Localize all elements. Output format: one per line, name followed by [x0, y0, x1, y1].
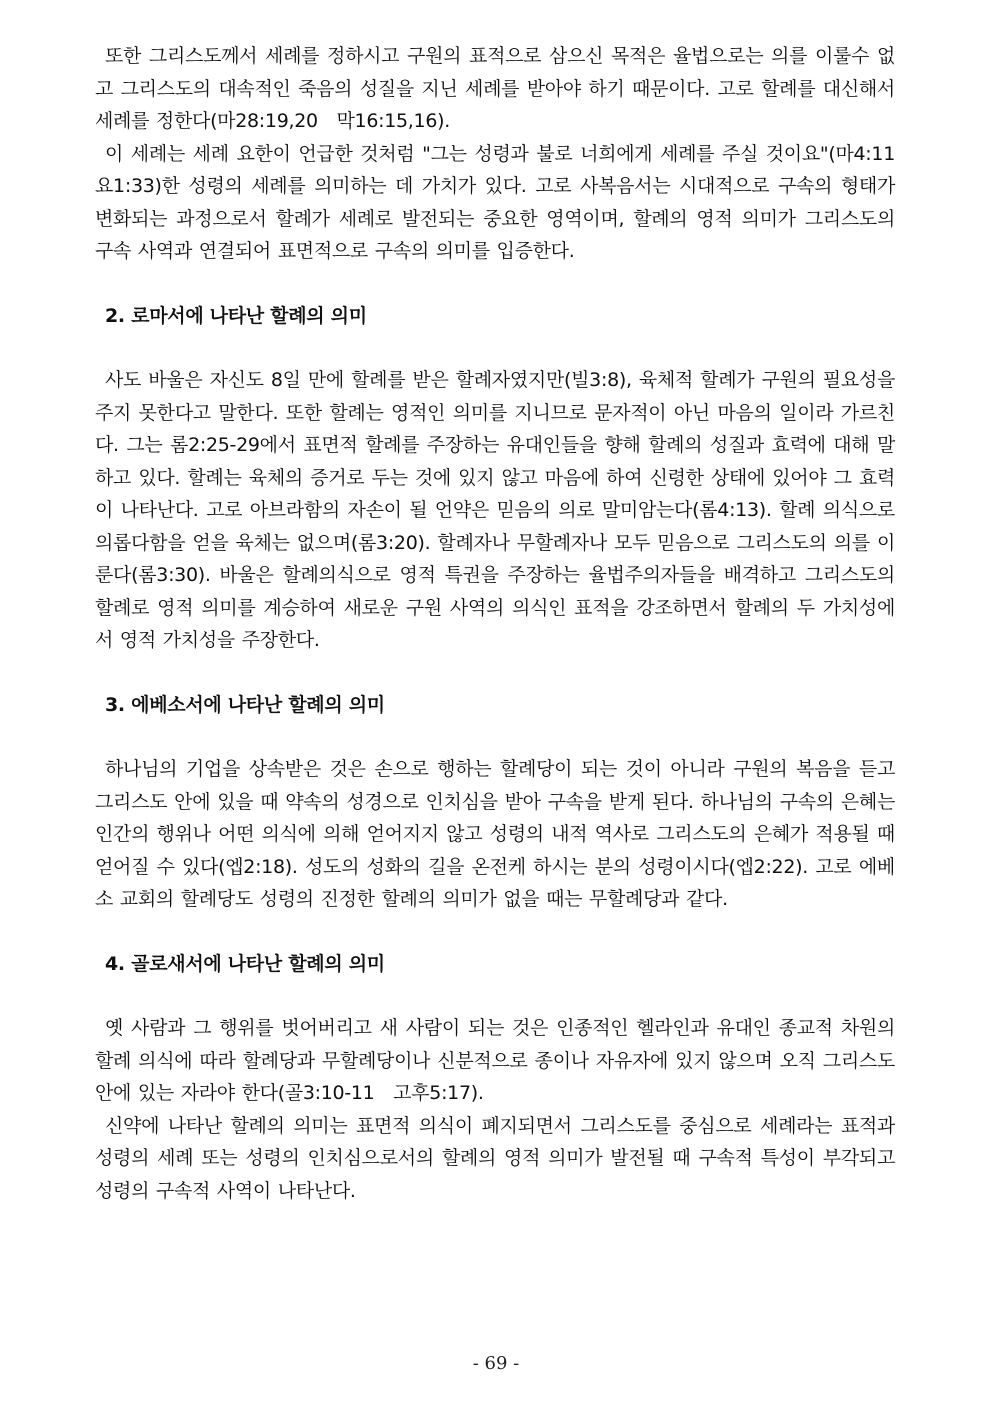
- spacer: [95, 916, 895, 948]
- section-heading-ephesians: 3. 에베소서에 나타난 할례의 의미: [105, 693, 385, 716]
- section-paragraph-colossians-2: 신약에 나타난 할례의 의미는 표면적 의식이 폐지되면서 그리스도를 중심으로 세례라는 표적과 성령의 세례 또는 성령의 인치심으로서의 할례의 영적 의미가 발전될 때 구속적 특성이 부각되고 성령의 구속적 사역이 나타난다.: [95, 1114, 895, 1202]
- section-paragraph-ephesians: 하나님의 기업을 상속받은 것은 손으로 행하는 할례당이 되는 것이 아니라 구원의 복음을 듣고 그리스도 안에 있을 때 약속의 성경으로 인치심을 받아 구속을 받게 된다. 하나님의 구속의 은혜는 인간의 행위나 어떤 의식에 의해 얻어지지 않고 성령의 내적 역사로 그리스도의 은혜가 적용될 때 얻어질 수 있다(엡2:18). 성도의 성화의 길을 온전케 하시는 분의 성령이시다(엡2:22). 고로 에베소 교회의 할례당도 성령의 진정한 할례의 의미가 없을 때는 무할례당과 같다.: [95, 758, 895, 910]
- section-heading-colossians: 4. 골로새서에 나타난 할례의 의미: [105, 952, 385, 975]
- spacer: [95, 980, 895, 1012]
- section-heading-romans: 2. 로마서에 나타난 할례의 의미: [105, 304, 367, 327]
- spacer: [95, 721, 895, 753]
- spacer: [95, 332, 895, 364]
- section-paragraph-romans: 사도 바울은 자신도 8일 만에 할례를 받은 할례자였지만(빌3:8), 육체적 할례가 구원의 필요성을 주지 못한다고 말한다. 또한 할례는 영적인 의미를 지니므로 문자적이 아닌 마음의 일이라 가르친다. 그는 롬2:25-29에서 표면적 할례를 주장하는 유대인들을 향해 할례의 성질과 효력에 대해 말하고 있다. 할례는 육체의 증거로 두는 것에 있지 않고 마음에 하여 신령한 상태에 있어야 그 효력이 나타난다. 고로 아브라함의 자손이 될 언약은 믿음의 의로 말미암는다(롬4:13). 할례 의식으로 의롭다함을 얻을 육체는 없으며(롬3:20). 할례자나 무할례자나 모두 믿음으로 그리스도의 의를 이룬다(롬3:30). 바울은 할례의식으로 영적 특권을 주장하는 율법주의자들을 배격하고 그리스도의 할례로 영적 의미를 계승하여 새로운 구원 사역의 의식인 표적을 강조하면서 할례의 두 가치성에서 영적 가치성을 주장한다.: [95, 369, 895, 651]
- page-body: [95, 40, 914, 1207]
- spacer: [95, 268, 895, 300]
- spacer: [95, 657, 895, 689]
- section-paragraph-colossians-1: 옛 사람과 그 행위를 벗어버리고 새 사람이 되는 것은 인종적인 헬라인과 유대인 종교적 차원의 할례 의식에 따라 할례당과 무할례당이나 신분적으로 종이나 자유자에 있지 않으며 오직 그리스도 안에 있는 자라야 한다(골3:10-11 고후5:17).: [95, 1017, 895, 1104]
- page-number: - 69 -: [472, 1353, 520, 1374]
- intro-paragraph-2: 이 세례는 세례 요한이 언급한 것처럼 "그는 성령과 불로 너희에게 세례를 주실 것이요"(마4:11 요1:33)한 성령의 세례를 의미하는 데 가치가 있다. 고로 사복음서는 시대적으로 구속의 형태가 변화되는 과정으로서 할례가 세례로 발전되는 중요한 영역이며, 할례의 영적 의미가 그리스도의 구속 사역과 연결되어 표면적으로 구속의 의미를 입증한다.: [95, 142, 914, 262]
- intro-paragraph-1: 또한 그리스도께서 세례를 정하시고 구원의 표적으로 삼으신 목적은 율법으로는 의를 이룰수 없고 그리스도의 대속적인 죽음의 성질을 지닌 세례를 받아야 하기 때문이다. 고로 할례를 대신해서 세례를 정한다(마28:19,20 막16:15,16).: [95, 45, 895, 132]
